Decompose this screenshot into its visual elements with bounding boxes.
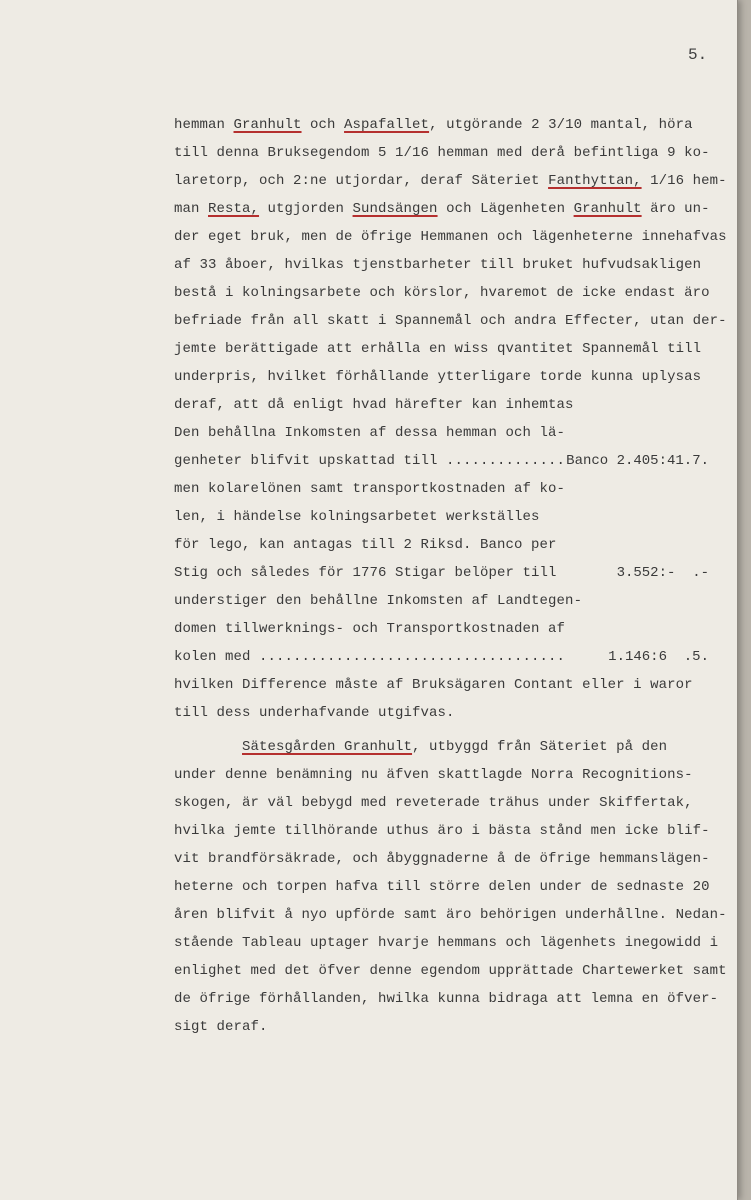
text-line: sigt deraf. xyxy=(174,1019,268,1035)
text-line: heterne och torpen hafva till större delen under de sednaste 20 xyxy=(174,879,710,895)
text-line: domen tillwerknings- och Transportkostnaden af xyxy=(174,621,566,637)
text-line: befriade från all skatt i Spannemål och andra Effecter, utan der- xyxy=(174,313,727,329)
text-line: stående Tableau uptager hvarje hemmans och lägenhets inegowidd i xyxy=(174,935,719,951)
text-line: hemman Granhult och Aspafallet, utgörande 2 3/10 mantal, höra xyxy=(174,117,693,133)
underlined-place-name: Granhult xyxy=(233,117,302,133)
text-line: len, i händelse kolningsarbetet werkställes xyxy=(174,509,540,525)
text-line: laretorp, och 2:ne utjordar, deraf Säteriet Fanthyttan, 1/16 hem- xyxy=(174,173,727,189)
text-line: Stig och således för 1776 Stigar belöper till xyxy=(174,565,557,581)
underlined-place-name: Resta, xyxy=(208,201,260,217)
text-line: jemte berättigade att erhålla en wiss qvantitet Spannemål till xyxy=(174,341,702,357)
underlined-place-name: Fanthyttan, xyxy=(548,173,642,189)
text-line: der eget bruk, men de öfrige Hemmanen och lägenheterne innehafvas xyxy=(174,229,727,245)
underlined-place-name: Aspafallet xyxy=(344,117,430,133)
text-line: underpris, hvilket förhållande ytterligare torde kunna uplysas xyxy=(174,369,702,385)
text-line: Sätesgården Granhult, utbyggd från Säteriet på den xyxy=(242,739,668,755)
amount-value: Banco 2.405:41.7. xyxy=(566,453,709,469)
text-line: men kolarelönen samt transportkostnaden af ko- xyxy=(174,481,566,497)
text-line: för lego, kan antagas till 2 Riksd. Banco per xyxy=(174,537,557,553)
underlined-place-name: Sätesgården Granhult xyxy=(242,739,413,755)
text-line: af 33 åboer, hvilkas tjenstbarheter till bruket hufvudsakligen xyxy=(174,257,702,273)
text-line: under denne benämning nu äfven skattlagde Norra Recognitions- xyxy=(174,767,693,783)
text-line: hvilken Difference måste af Bruksägaren Contant eller i waror xyxy=(174,677,693,693)
text-line: man Resta, utgjorden Sundsängen och Lägenheten Granhult äro un- xyxy=(174,201,710,217)
text-line: åren blifvit å nyo upförde samt äro behörigen underhållne. Nedan- xyxy=(174,907,727,923)
text-line: Den behållna Inkomsten af dessa hemman och lä- xyxy=(174,425,566,441)
text-line: bestå i kolningsarbete och körslor, hvaremot de icke endast äro xyxy=(174,285,710,301)
text-line: genheter blifvit upskattad till .............. xyxy=(174,453,566,469)
text-line: hvilka jemte tillhörande uthus äro i bästa stånd men icke blif- xyxy=(174,823,710,839)
text-line: till denna Bruksegendom 5 1/16 hemman med derå befintliga 9 ko- xyxy=(174,145,710,161)
page-number: 5. xyxy=(688,46,708,64)
text-line: skogen, är väl bebygd med reveterade trähus under Skiffertak, xyxy=(174,795,693,811)
text-line: vit brandförsäkrade, och åbyggnaderne å de öfrige hemmanslägen- xyxy=(174,851,710,867)
text-line: de öfrige förhållanden, hwilka kunna bidraga att lemna en öfver- xyxy=(174,991,719,1007)
amount-value: 1.146:6 .5. xyxy=(608,649,709,665)
underlined-place-name: Sundsängen xyxy=(352,201,438,217)
text-line: till dess underhafvande utgifvas. xyxy=(174,705,455,721)
text-line: understiger den behållne Inkomsten af Landtegen- xyxy=(174,593,583,609)
text-line: deraf, att då enligt hvad härefter kan inhemtas xyxy=(174,397,574,413)
text-line: kolen med .................................... xyxy=(174,649,566,665)
amount-value: 3.552:- .- xyxy=(616,565,709,581)
underlined-place-name: Granhult xyxy=(573,201,642,217)
text-line: enlighet med det öfver denne egendom upprättade Chartewerket samt xyxy=(174,963,727,979)
